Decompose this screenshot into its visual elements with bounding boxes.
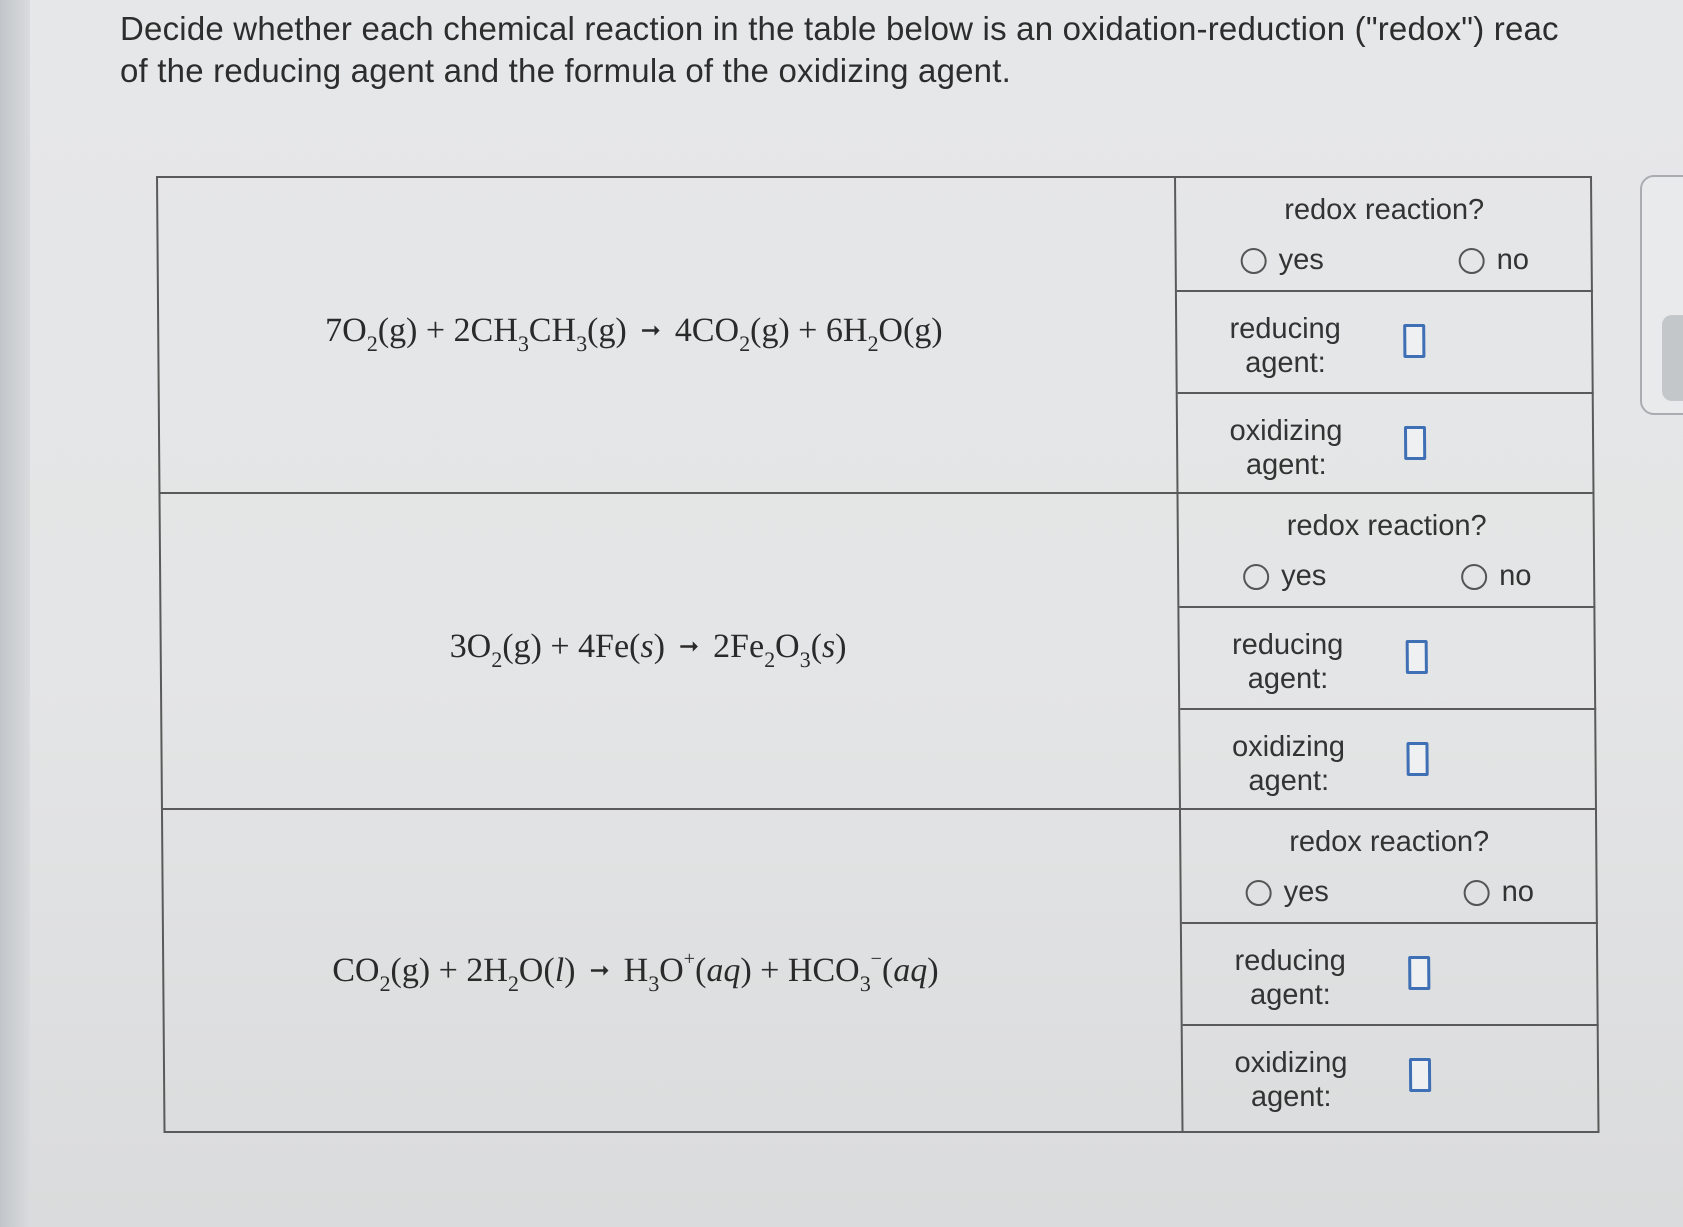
prompt-line-1: Decide whether each chemical reaction in the table below is an oxidation-reduction ("redox") reac — [120, 10, 1559, 47]
redox-no-radio-3[interactable] — [1463, 876, 1534, 909]
redox-question-3 — [1181, 810, 1598, 924]
reducing-agent-row-3 — [1182, 924, 1599, 1026]
oxidizing-agent-label: oxidizing agent: — [1234, 1047, 1348, 1113]
radio-circle-icon[interactable] — [1461, 564, 1487, 590]
radio-yes-label[interactable]: yes — [1281, 560, 1327, 592]
reducing-agent-input-1[interactable] — [1403, 324, 1425, 358]
oxidizing-agent-label: oxidizing agent: — [1231, 731, 1346, 797]
oxidizing-agent-label: oxidizing agent: — [1229, 415, 1343, 481]
equation-cell-1 — [158, 178, 1178, 492]
oxidizing-agent-input-1[interactable] — [1404, 426, 1426, 460]
radio-no-label[interactable]: no — [1501, 876, 1535, 908]
radio-yes-label[interactable]: yes — [1278, 244, 1324, 276]
redox-no-radio-2[interactable] — [1461, 560, 1532, 593]
equation-cell-3 — [163, 810, 1184, 1131]
redox-yes-radio-1[interactable] — [1241, 244, 1324, 277]
oxidizing-agent-row-3 — [1183, 1026, 1600, 1128]
redox-question-label: redox reaction? — [1289, 826, 1490, 858]
reaction-arrow-icon: ➞ — [589, 958, 610, 984]
equation-cell-2 — [160, 494, 1180, 808]
reaction-arrow-icon: ➞ — [640, 318, 661, 344]
redox-question-label: redox reaction? — [1286, 510, 1487, 542]
question-prompt — [120, 8, 1680, 92]
reaction-arrow-icon: ➞ — [678, 634, 700, 660]
reducing-agent-row-1 — [1177, 292, 1594, 394]
radio-circle-icon[interactable] — [1246, 880, 1272, 906]
reducing-agent-row-2 — [1179, 608, 1596, 710]
reducing-agent-input-2[interactable] — [1406, 640, 1428, 674]
answer-cell-2 — [1178, 494, 1596, 808]
redox-yes-radio-2[interactable] — [1243, 560, 1326, 593]
radio-circle-icon[interactable] — [1459, 248, 1485, 274]
redox-question-2 — [1178, 494, 1595, 608]
answer-cell-3 — [1181, 810, 1600, 1131]
radio-circle-icon[interactable] — [1241, 248, 1267, 274]
redox-yes-radio-3[interactable] — [1245, 876, 1328, 909]
screen-left-edge — [0, 0, 30, 1227]
redox-question-label: redox reaction? — [1284, 194, 1485, 226]
answer-cell-1 — [1176, 178, 1594, 492]
radio-no-label[interactable]: no — [1496, 244, 1530, 276]
reducing-agent-label: reducing agent: — [1234, 945, 1346, 1011]
prompt-line-2: of the reducing agent and the formula of the oxidizing agent. — [120, 52, 1011, 89]
side-tool-panel[interactable] — [1640, 175, 1683, 415]
equation-2: $3O_2(g) + 4Fe(s)$ ➞ $2Fe_2O_3(s)$ — [449, 628, 847, 672]
reaction-row-1 — [158, 178, 1592, 494]
reaction-table — [156, 176, 1600, 1133]
reducing-agent-label: reducing agent: — [1229, 313, 1341, 379]
radio-circle-icon[interactable] — [1243, 564, 1269, 590]
radio-circle-icon[interactable] — [1464, 880, 1490, 906]
oxidizing-agent-input-2[interactable] — [1406, 742, 1428, 776]
redox-no-radio-1[interactable] — [1459, 244, 1530, 277]
reducing-agent-input-3[interactable] — [1408, 956, 1430, 990]
reducing-agent-label: reducing agent: — [1231, 629, 1344, 695]
redox-question-1 — [1176, 178, 1593, 292]
oxidizing-agent-row-1 — [1178, 394, 1595, 496]
reaction-row-2 — [160, 494, 1594, 810]
equation-1: $7O_2(g) + 2CH_3CH_3(g)$ ➞ $4CO_2(g) + 6H_2O(g)$ — [325, 312, 943, 356]
reaction-row-3 — [163, 810, 1598, 1131]
side-panel-tab[interactable] — [1662, 315, 1683, 401]
radio-yes-label[interactable]: yes — [1283, 876, 1329, 908]
oxidizing-agent-input-3[interactable] — [1409, 1058, 1431, 1092]
oxidizing-agent-row-2 — [1180, 710, 1597, 812]
equation-3: $CO_2(g) + 2H_2O(l)$ ➞ $H_3O^+(aq) + HCO_3^-(aq)$ — [332, 948, 939, 996]
radio-no-label[interactable]: no — [1499, 560, 1532, 592]
